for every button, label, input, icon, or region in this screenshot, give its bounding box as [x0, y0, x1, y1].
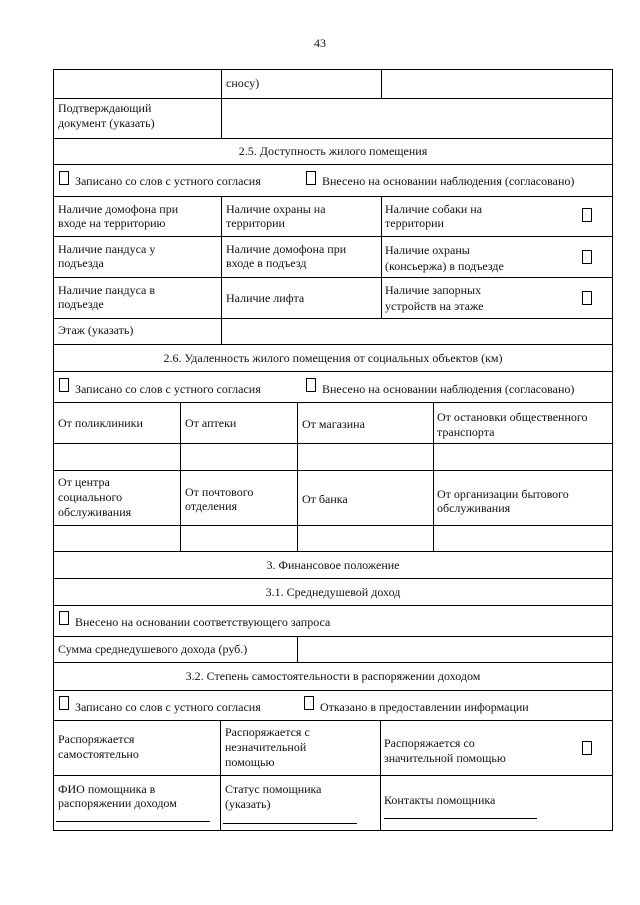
ramp-entrance-label-1: Наличие пандуса у — [58, 242, 156, 256]
intercom-entrance-label-2: входе в подъезд — [226, 256, 307, 270]
table-row-border — [53, 98, 613, 99]
checkbox-concierge[interactable] — [582, 250, 592, 264]
social-center-label-2: социального — [58, 490, 123, 504]
oral-consent-label: Записано со слов с устного согласия — [75, 382, 261, 396]
manages-independently-label-1: Распоряжается — [58, 732, 135, 746]
table-col-border — [221, 69, 222, 138]
table-row-border — [53, 443, 613, 444]
table-row-border — [53, 318, 613, 319]
checkbox-locking-devices[interactable] — [582, 291, 592, 305]
checkbox-request-based[interactable] — [59, 611, 69, 625]
table-row-border — [53, 371, 613, 372]
assistant-status-field[interactable] — [223, 823, 357, 824]
section-2-5-title: 2.5. Доступность жилого помещения — [238, 144, 428, 158]
security-territory-label-1: Наличие охраны на — [226, 202, 326, 216]
locking-devices-label-2: устройств на этаже — [385, 299, 484, 313]
transport-stop-label-2: транспорта — [437, 425, 495, 439]
ramp-inside-label-2: подъезде — [58, 297, 104, 311]
concierge-label-2: (консьержа) в подъезде — [385, 259, 504, 273]
table-row-border — [53, 277, 613, 278]
minor-help-label-3: помощью — [225, 755, 275, 769]
ramp-entrance-label-2: подъезда — [58, 256, 104, 270]
concierge-label-1: Наличие охраны — [385, 243, 470, 257]
table-row-border — [53, 402, 613, 403]
assistant-name-label-1: ФИО помощника в — [58, 782, 156, 796]
pharmacy-label: От аптеки — [185, 416, 237, 430]
dog-territory-label-2: территории — [385, 216, 444, 230]
table-col-border — [381, 196, 382, 318]
table-col-border — [221, 196, 222, 344]
social-center-label-3: обслуживания — [58, 505, 132, 519]
polyclinic-label: От поликлиники — [58, 416, 143, 430]
confirming-document-label-2: документ (указать) — [58, 116, 155, 130]
assistant-name-field[interactable] — [56, 821, 210, 822]
table-row-border — [53, 551, 613, 552]
locking-devices-label-1: Наличие запорных — [385, 283, 482, 297]
average-income-label: Сумма среднедушевого дохода (руб.) — [58, 642, 248, 656]
table-row-border — [53, 525, 613, 526]
table-row-border — [53, 720, 613, 721]
checkbox-significant-help[interactable] — [582, 741, 592, 755]
table-row-border — [53, 196, 613, 197]
assistant-status-label-2: (указать) — [225, 797, 271, 811]
section-3-2-title: 3.2. Степень самостоятельности в распоряжении доходом — [185, 669, 481, 683]
household-services-label-1: От организации бытового — [437, 487, 569, 501]
table-row-border — [53, 236, 613, 237]
manages-independently-label-2: самостоятельно — [58, 747, 139, 761]
table-row-border — [53, 470, 613, 471]
significant-help-label-2: значительной помощью — [384, 751, 506, 765]
page-number: 43 — [314, 36, 326, 50]
bank-label: От банка — [302, 492, 348, 506]
table-row-border — [53, 605, 613, 606]
table-col-border — [433, 402, 434, 551]
table-row-border — [53, 830, 613, 831]
table-col-border — [297, 636, 298, 662]
table-row-border — [53, 690, 613, 691]
checkbox-observation-2-6[interactable] — [306, 378, 316, 392]
oral-consent-label: Записано со слов с устного согласия — [75, 700, 261, 714]
info-refused-label: Отказано в предоставлении информации — [320, 700, 529, 714]
table-row-border — [53, 636, 613, 637]
table-col-border — [380, 720, 381, 830]
significant-help-label-1: Распоряжается со — [384, 736, 475, 750]
table-row-border — [53, 578, 613, 579]
table-col-border — [220, 720, 221, 830]
table-col-border — [297, 402, 298, 551]
intercom-territory-label-2: входе на территорию — [58, 216, 166, 230]
minor-help-label-1: Распоряжается с — [225, 725, 310, 739]
checkbox-oral-consent-2-6[interactable] — [59, 378, 69, 392]
household-services-label-2: обслуживания — [437, 501, 511, 515]
assistant-name-label-2: распоряжении доходом — [58, 796, 177, 810]
table-row-border — [53, 69, 613, 70]
intercom-territory-label-1: Наличие домофона при — [58, 202, 179, 216]
floor-label: Этаж (указать) — [58, 323, 134, 337]
shop-label: От магазина — [302, 417, 365, 431]
elevator-label: Наличие лифта — [226, 291, 305, 305]
table-col-border — [381, 69, 382, 98]
observation-label: Внесено на основании наблюдения (согласовано) — [322, 382, 575, 396]
table-row-border — [53, 662, 613, 663]
minor-help-label-2: незначительной — [225, 740, 307, 754]
table-col-border — [180, 402, 181, 551]
confirming-document-label-1: Подтверждающий — [58, 101, 152, 115]
continued-text: сносу) — [226, 76, 260, 90]
transport-stop-label-1: От остановки общественного — [437, 410, 588, 424]
section-3-title: 3. Финансовое положение — [266, 558, 400, 572]
post-office-label-1: От почтового — [185, 485, 254, 499]
observation-label: Внесено на основании наблюдения (согласовано) — [322, 174, 575, 188]
assistant-contacts-label: Контакты помощника — [384, 793, 496, 807]
table-row-border — [53, 344, 613, 345]
intercom-entrance-label-1: Наличие домофона при — [226, 242, 347, 256]
checkbox-oral-consent-3-2[interactable] — [59, 696, 69, 710]
request-based-label: Внесено на основании соответствующего запроса — [75, 615, 331, 629]
post-office-label-2: отделения — [185, 499, 238, 513]
section-3-1-title: 3.1. Среднедушевой доход — [265, 585, 401, 599]
oral-consent-label: Записано со слов с устного согласия — [75, 174, 261, 188]
checkbox-oral-consent-2-5[interactable] — [59, 171, 69, 185]
table-row-border — [53, 138, 613, 139]
table-row-border — [53, 164, 613, 165]
section-2-6-title: 2.6. Удаленность жилого помещения от социальных объектов (км) — [163, 351, 503, 365]
assistant-status-label-1: Статус помощника — [225, 782, 322, 796]
checkbox-info-refused[interactable] — [304, 696, 314, 710]
checkbox-observation-2-5[interactable] — [306, 171, 316, 185]
checkbox-dog-territory[interactable] — [582, 208, 592, 222]
dog-territory-label-1: Наличие собаки на — [385, 202, 483, 216]
security-territory-label-2: территории — [226, 216, 285, 230]
social-center-label-1: От центра — [58, 475, 110, 489]
assistant-contacts-field[interactable] — [384, 818, 537, 819]
table-row-border — [53, 775, 613, 776]
ramp-inside-label-1: Наличие пандуса в — [58, 283, 156, 297]
